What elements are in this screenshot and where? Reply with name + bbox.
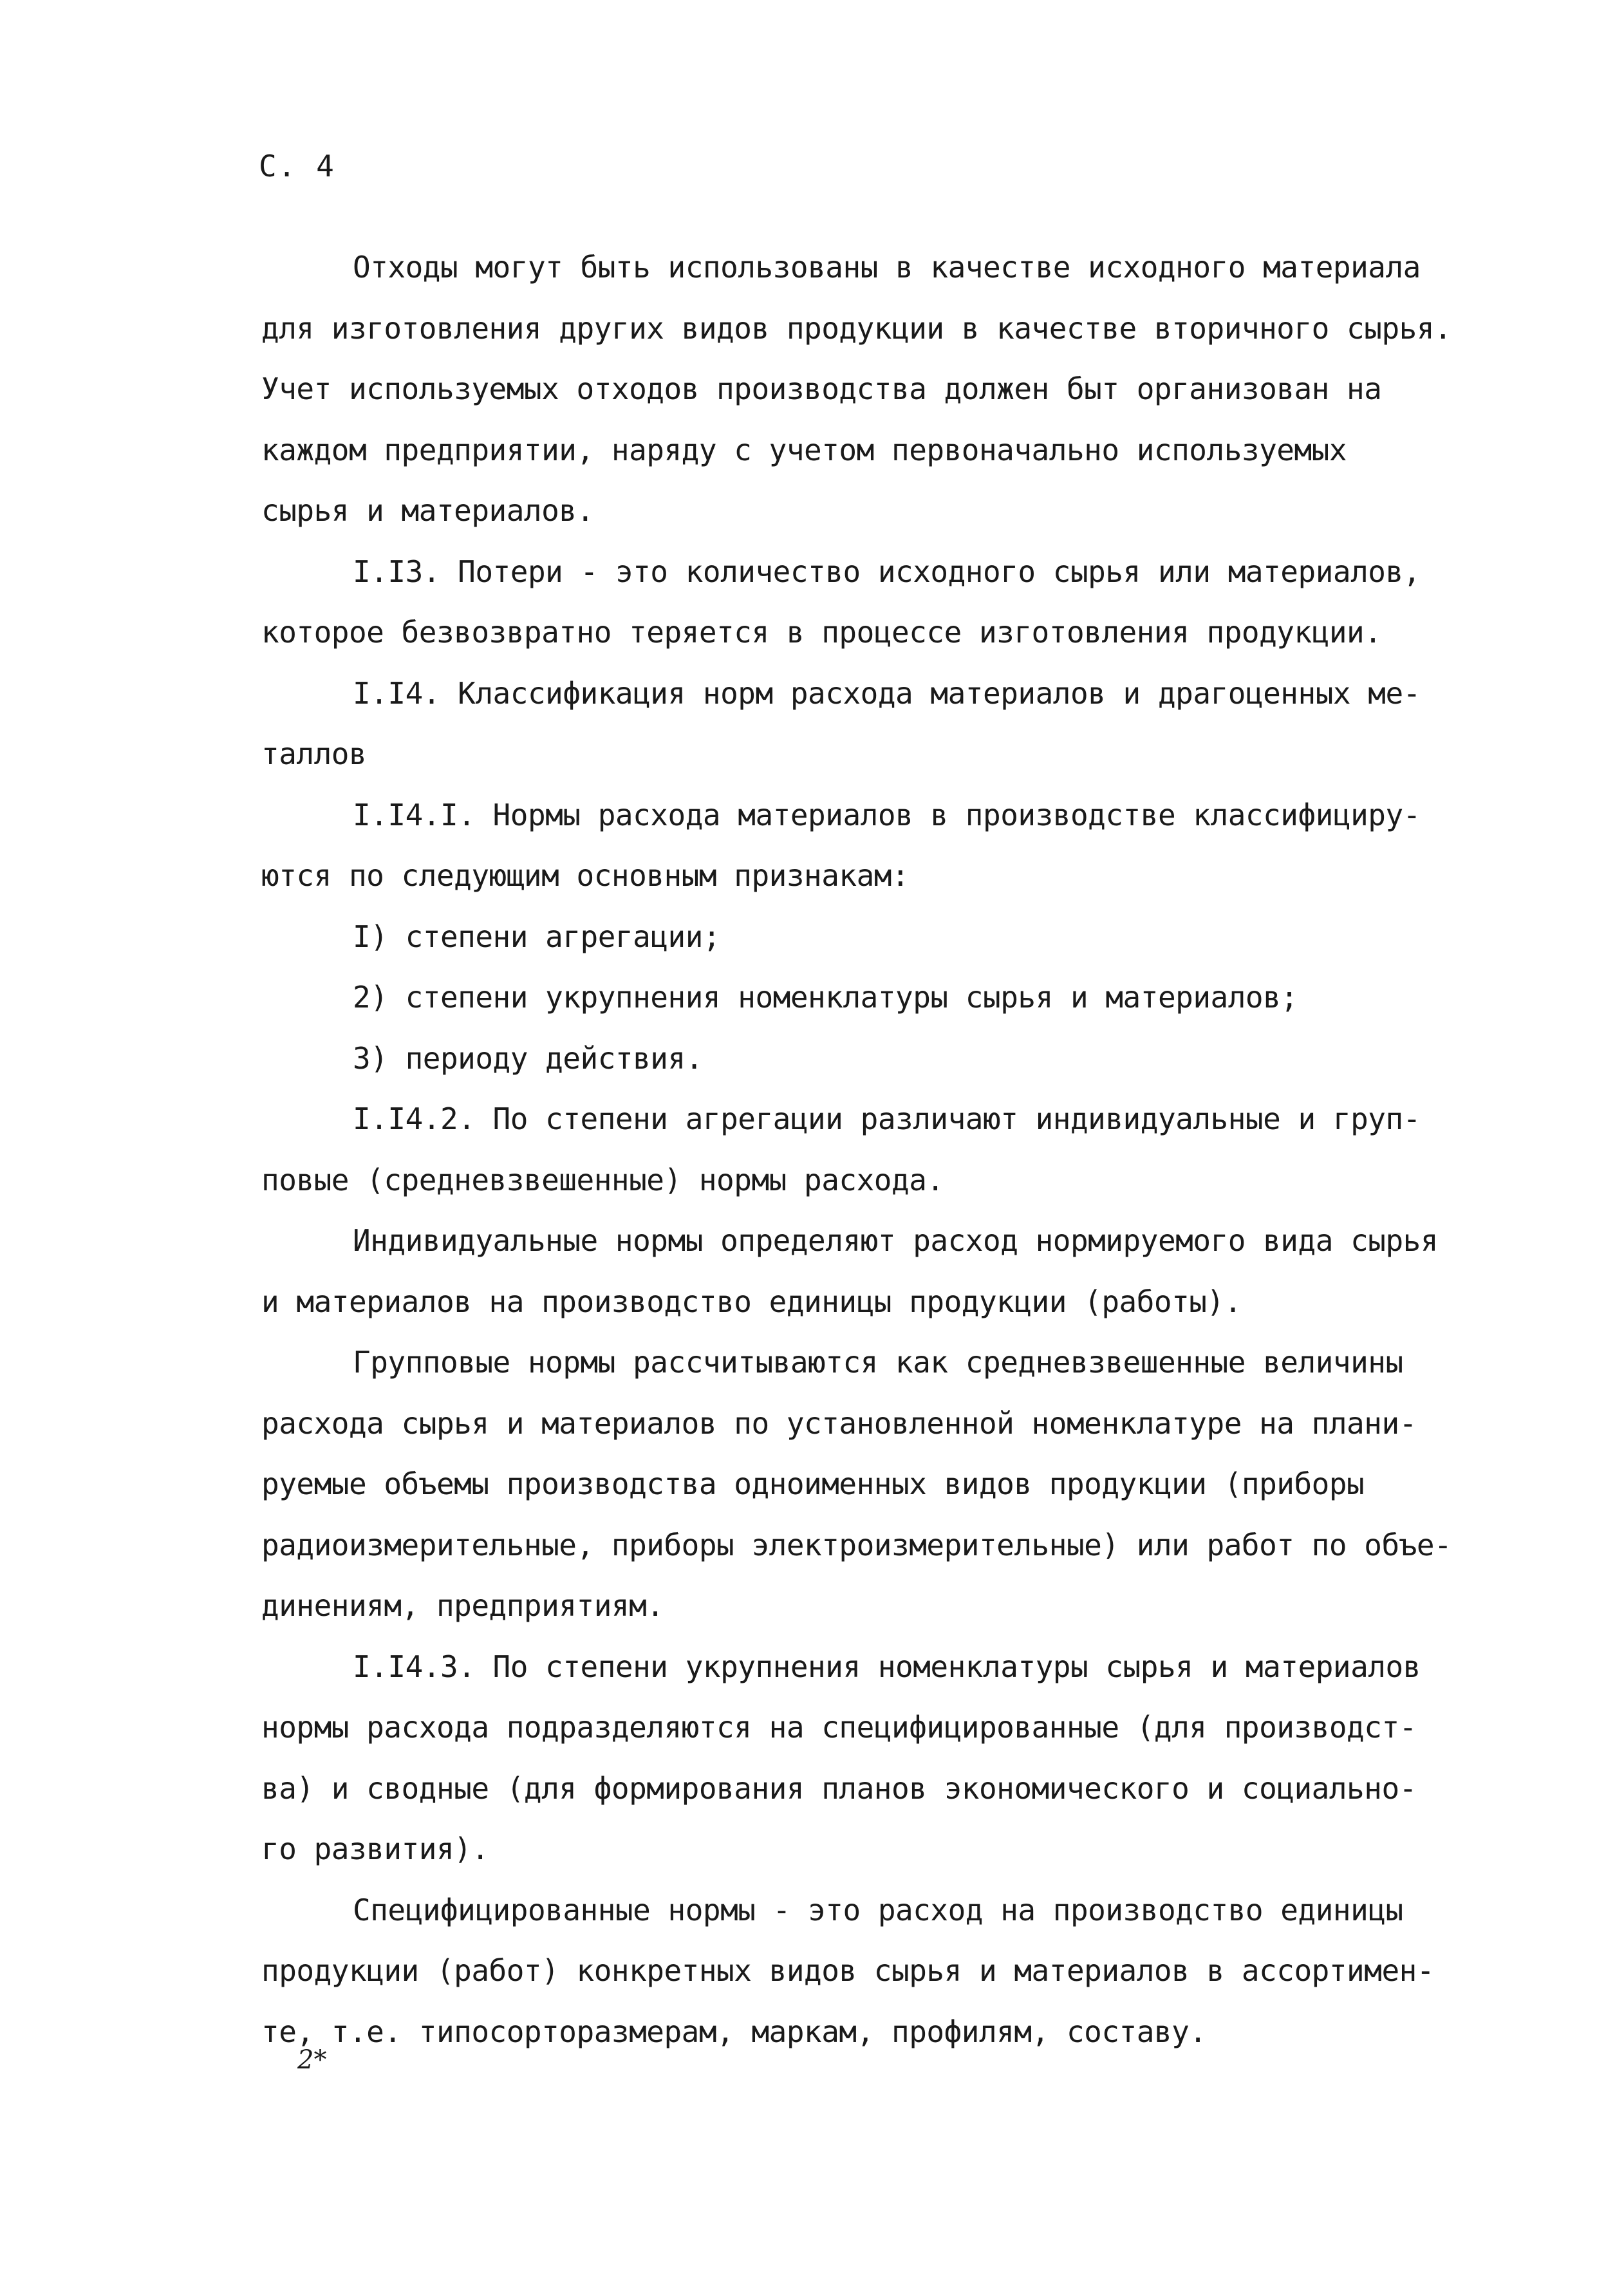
list-item: 3) периоду действия.	[353, 1040, 703, 1076]
criteria-list	[261, 906, 1542, 1089]
paragraph-1-14-classification	[261, 663, 1542, 785]
document-body	[261, 237, 1542, 2062]
text-line: ются по следующим основным признакам:	[261, 858, 910, 893]
paragraph-1-13-losses	[261, 541, 1542, 663]
paragraph-1-14-2	[261, 1089, 1542, 1210]
paragraph-individual-norms	[261, 1210, 1542, 1332]
text-line: I.I4.I. Нормы расхода материалов в производстве классифициру-	[353, 797, 1421, 832]
text-line: го развития).	[261, 1832, 489, 1866]
text-line: динениям, предприятиям.	[261, 1588, 664, 1623]
text-line: руемые объемы производства одноименных видов продукции (приборы	[261, 1466, 1365, 1501]
text-line: I.I4. Классификация норм расхода материалов и драгоценных ме-	[353, 675, 1421, 711]
list-item: I) степени агрегации;	[353, 919, 721, 954]
sheet-signature-mark: 2*	[297, 2045, 327, 2075]
text-line: повые (средневзвешенные) нормы расхода.	[261, 1162, 944, 1197]
text-line: Специфицированные нормы - это расход на производство единицы	[353, 1892, 1403, 1927]
text-line: нормы расхода подразделяются на специфицированные (для производст-	[261, 1710, 1417, 1745]
text-line: расхода сырья и материалов по установленной номенклатуре на плани-	[261, 1405, 1417, 1441]
paragraph-1-14-3	[261, 1636, 1542, 1880]
text-line: таллов	[261, 736, 367, 771]
paragraph-specified-norms	[261, 1880, 1542, 2063]
text-line: радиоизмерительные, приборы электроизмерительные) или работ по объе-	[261, 1527, 1452, 1562]
text-line: Отходы могут быть использованы в качестве исходного материала	[353, 250, 1421, 285]
text-line: для изготовления других видов продукции в качестве вторичного сырья.	[261, 310, 1452, 346]
text-line: сырья и материалов.	[261, 493, 594, 528]
list-item: 2) степени укрупнения номенклатуры сырья и материалов;	[353, 980, 1298, 1015]
paragraph-1-14-1	[261, 785, 1542, 906]
text-line: I.I4.3. По степени укрупнения номенклатуры сырья и материалов	[353, 1649, 1421, 1684]
text-line: и материалов на производство единицы продукции (работы).	[261, 1284, 1242, 1319]
text-line: продукции (работ) конкретных видов сырья и материалов в ассортимен-	[261, 1953, 1435, 1988]
text-line: Групповые нормы рассчитываются как средневзвешенные величины	[353, 1345, 1403, 1380]
text-line: ва) и сводные (для формирования планов экономического и социально-	[261, 1770, 1417, 1806]
paragraph-group-norms	[261, 1332, 1542, 1636]
page-number: С. 4	[259, 149, 335, 183]
text-line: I.I3. Потери - это количество исходного сырья или материалов,	[353, 554, 1421, 589]
text-line: I.I4.2. По степени агрегации различают индивидуальные и груп-	[353, 1101, 1421, 1136]
text-line: каждом предприятии, наряду с учетом первоначально используемых	[261, 432, 1347, 467]
text-line: Индивидуальные нормы определяют расход нормируемого вида сырья	[353, 1223, 1439, 1258]
text-line: те, т.е. типосорторазмерам, маркам, профилям, составу.	[261, 2014, 1207, 2049]
text-line: которое безвозвратно теряется в процессе изготовления продукции.	[261, 615, 1382, 650]
text-line: Учет используемых отходов производства должен быт организован на	[261, 371, 1382, 406]
paragraph-waste	[261, 237, 1542, 541]
